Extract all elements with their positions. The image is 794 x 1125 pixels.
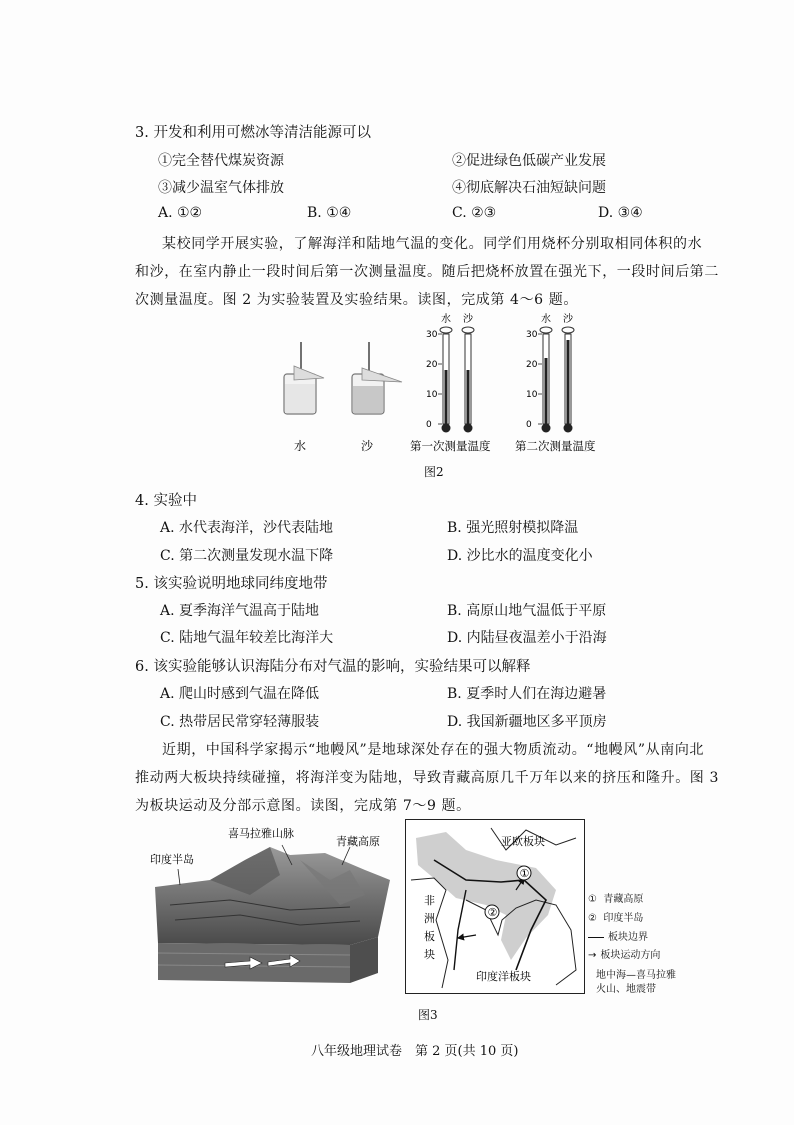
therm-label: 沙 — [563, 314, 573, 325]
map-marker-1: ① — [519, 867, 530, 880]
q3-item-3: ③减少温室气体排放 — [158, 180, 284, 196]
q4-choice-a: A. 水代表海洋，沙代表陆地 — [160, 520, 334, 536]
volcano-earthquake-belt — [416, 832, 556, 960]
figure-2 — [270, 312, 610, 462]
arrow-icon: → — [588, 949, 597, 961]
q6-choice-d: D. 我国新疆地区多平顶房 — [447, 714, 607, 730]
mercury-column — [545, 358, 548, 424]
scale-tick: 20 — [526, 360, 538, 370]
q5-choice-b: B. 高原山地气温低于平原 — [447, 603, 607, 619]
q5-choice-c: C. 陆地气温年较差比海洋大 — [160, 630, 334, 646]
q4-stem: 4. 实验中 — [135, 493, 197, 509]
himalaya-label: 喜马拉雅山脉 — [228, 827, 294, 840]
q6-choice-a: A. 爬山时感到气温在降低 — [160, 686, 320, 702]
figure-3-map — [405, 819, 585, 994]
thermometer-bulb — [564, 424, 573, 433]
water-beaker — [284, 342, 324, 414]
thermometer-bulb — [464, 424, 473, 433]
second-measure-label: 第二次测量温度 — [515, 439, 596, 453]
africa-label-2: 洲 — [424, 912, 435, 925]
q3-choice-a: A. ①② — [158, 205, 203, 221]
mercury-column — [467, 370, 470, 424]
q4-choice-c: C. 第二次测量发现水温下降 — [160, 548, 334, 564]
intro2-line2: 推动两大板块持续碰撞，将海洋变为陆地，导致青藏高原几千万年以来的挤压和隆升。图 3 — [135, 770, 719, 786]
first-thermometers — [426, 312, 474, 433]
page-footer: 八年级地理试卷 第 2 页(共 10 页) — [311, 1044, 519, 1059]
q3-choice-d: D. ③④ — [598, 205, 643, 221]
legend-boundary: 板块边界 — [588, 928, 648, 943]
q6-choice-b: B. 夏季时人们在海边避暑 — [447, 686, 607, 702]
scale-tick: 10 — [526, 390, 538, 400]
africa-label-3: 板 — [424, 930, 435, 943]
africa-label-1: 非 — [424, 894, 435, 907]
sand-beaker — [352, 342, 402, 414]
q3-choice-c: C. ②③ — [452, 205, 497, 221]
scale-tick: 30 — [526, 330, 538, 340]
legend-direction: → 板块运动方向 — [588, 949, 661, 961]
scale-tick: 0 — [526, 420, 532, 430]
scale-tick: 0 — [426, 420, 432, 430]
q3-item-1: ①完全替代煤炭资源 — [158, 153, 284, 169]
therm-label: 沙 — [463, 314, 473, 325]
indian-ocean-plate-label: 印度洋板块 — [476, 970, 531, 983]
thermometer-bulb — [442, 424, 451, 433]
qinghai-tibet-label: 青藏高原 — [336, 835, 380, 848]
legend-1: ① 青藏高原 — [588, 894, 644, 905]
legend-2: ② 印度半岛 — [588, 913, 644, 924]
boundary-line-icon — [588, 937, 604, 938]
intro1-line2: 和沙，在室内静止一段时间后第一次测量温度。随后把烧杯放置在强光下，一段时间后第二 — [135, 264, 719, 280]
intro2-line1: 近期，中国科学家揭示“地幔风”是地球深处存在的强大物质流动。“地幔风”从南向北 — [162, 742, 705, 758]
q4-choice-d: D. 沙比水的温度变化小 — [447, 548, 593, 564]
q4-choice-b: B. 强光照射模拟降温 — [447, 520, 579, 536]
q6-stem: 6. 该实验能够认识海陆分布对气温的影响，实验结果可以解释 — [135, 659, 531, 675]
q3-choice-b: B. ①④ — [307, 205, 352, 221]
q5-choice-d: D. 内陆昼夜温差小于沿海 — [447, 630, 607, 646]
map-marker-2: ② — [487, 906, 498, 919]
figure-2-caption: 图2 — [424, 465, 444, 479]
therm-label: 水 — [441, 314, 451, 325]
beaker-sand-label: 沙 — [361, 439, 374, 453]
figure-3-caption: 图3 — [418, 1008, 438, 1022]
africa-label-4: 块 — [424, 948, 435, 961]
intro1-line1: 某校同学开展实验，了解海洋和陆地气温的变化。同学们用烧杯分别取相同体积的水 — [162, 236, 703, 252]
eurasian-plate-label: 亚欧板块 — [501, 835, 545, 848]
indian-peninsula-label: 印度半岛 — [150, 853, 194, 866]
q5-choice-a: A. 夏季海洋气温高于陆地 — [160, 603, 320, 619]
figure-3-block-diagram — [150, 825, 400, 995]
intro2-line3: 为板块运动及分部示意图。读图，完成第 7～9 题。 — [135, 798, 471, 814]
q3-item-4: ④彻底解决石油短缺问题 — [452, 180, 606, 196]
mercury-column — [445, 370, 448, 424]
scale-tick: 20 — [426, 360, 438, 370]
scale-tick: 10 — [426, 390, 438, 400]
q6-choice-c: C. 热带居民常穿轻薄服装 — [160, 714, 320, 730]
second-thermometers — [526, 312, 574, 433]
mercury-column — [567, 340, 570, 424]
beaker-water-label: 水 — [294, 439, 307, 453]
legend-belt-line2: 火山、地震带 — [596, 984, 656, 995]
q3-item-2: ②促进绿色低碳产业发展 — [452, 153, 606, 169]
scale-tick: 30 — [426, 330, 438, 340]
therm-label: 水 — [541, 314, 551, 325]
thermometer-bulb — [542, 424, 551, 433]
first-measure-label: 第一次测量温度 — [410, 439, 491, 453]
intro1-line3: 次测量温度。图 2 为实验装置及实验结果。读图，完成第 4～6 题。 — [135, 292, 578, 308]
legend-belt-line1: 地中海—喜马拉雅 — [596, 970, 676, 981]
q3-stem: 3. 开发和利用可燃冰等清洁能源可以 — [135, 125, 371, 141]
q5-stem: 5. 该实验说明地球同纬度地带 — [135, 576, 328, 592]
